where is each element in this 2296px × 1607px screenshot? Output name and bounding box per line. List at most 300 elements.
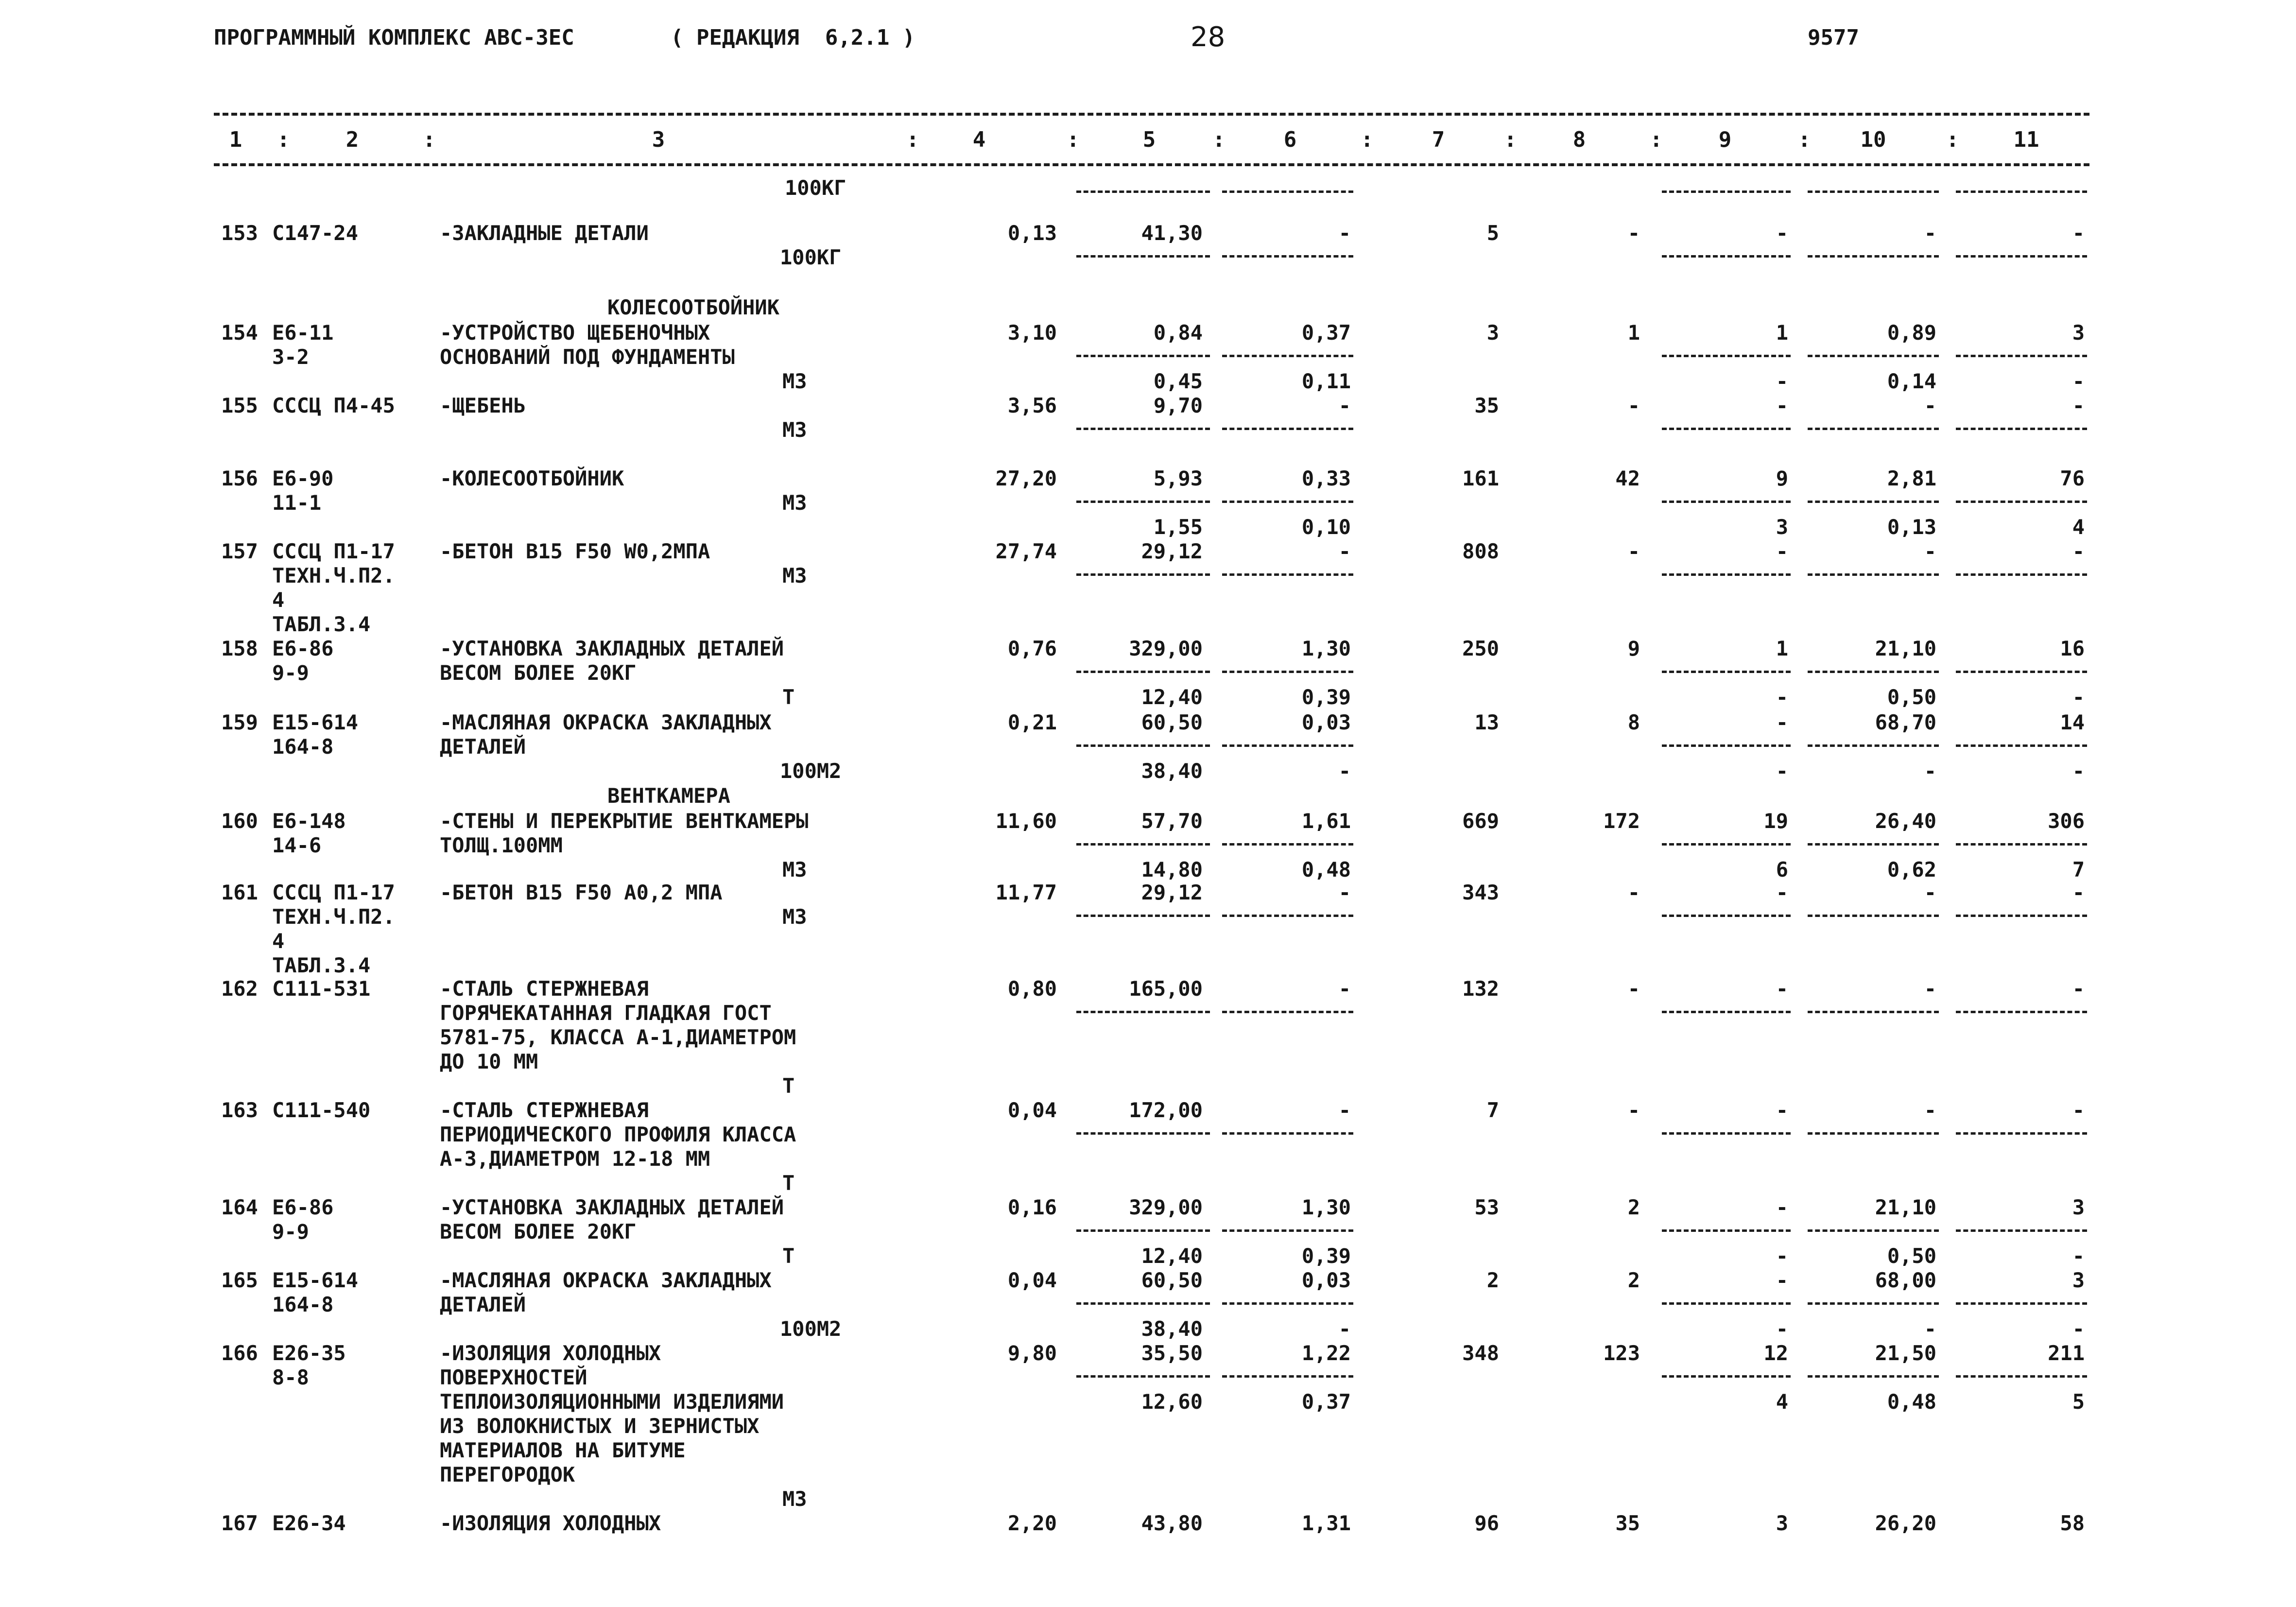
norm-code: Е6-90 (272, 467, 334, 490)
dash-separator (1076, 671, 1210, 673)
dash-separator (1222, 1302, 1353, 1305)
dash-separator (1662, 1132, 1791, 1135)
cell-c11: - (2072, 881, 2085, 904)
row-number: 166 (221, 1341, 258, 1365)
cell-c6: 0,03 (1301, 710, 1351, 734)
norm-code: Е6-148 (272, 809, 346, 833)
unit-label: Т (782, 1171, 795, 1195)
subcell-c9: 6 (1776, 858, 1788, 881)
cell-c11: 14 (2060, 710, 2085, 734)
work-description: ДЕТАЛЕЙ (440, 735, 526, 759)
row-number: 162 (221, 977, 258, 1001)
cell-c5: 5,93 (1153, 467, 1203, 490)
norm-code: 3-2 (272, 345, 309, 369)
cell-c5: 165,00 (1129, 977, 1203, 1001)
subcell-c5: 14,80 (1141, 858, 1203, 881)
cell-c9: 19 (1763, 809, 1788, 833)
work-description: -ИЗОЛЯЦИЯ ХОЛОДНЫХ (440, 1511, 661, 1535)
work-description: ТОЛЩ.100ММ (440, 833, 563, 857)
cell-c11: 306 (2048, 809, 2085, 833)
norm-code: Е26-35 (272, 1341, 346, 1365)
unit-label: Т (782, 1074, 795, 1098)
work-description: -СТАЛЬ СТЕРЖНЕВАЯ (440, 1098, 649, 1122)
norm-code: 9-9 (272, 661, 309, 685)
cell-c11: - (2072, 394, 2085, 417)
dash-separator (1076, 915, 1210, 917)
row-number: 164 (221, 1195, 258, 1219)
norm-code: ТЕХН.Ч.П2. (272, 564, 395, 588)
norm-code: 9-9 (272, 1220, 309, 1244)
norm-code: 8-8 (272, 1365, 309, 1389)
cell-c10: - (1924, 221, 1936, 245)
dash-separator (1808, 1132, 1939, 1135)
norm-code: С111-531 (272, 977, 371, 1001)
cell-c8: 1 (1627, 321, 1640, 345)
cell-c8: 8 (1627, 710, 1640, 734)
row-number: 156 (221, 467, 258, 490)
dash-separator (1662, 255, 1791, 258)
norm-code: Е26-34 (272, 1511, 346, 1535)
dash-separator (1076, 1229, 1210, 1232)
cell-c9: 1 (1776, 321, 1788, 345)
dash-separator (1956, 573, 2087, 576)
row-number: 158 (221, 637, 258, 660)
table-header-rule (214, 163, 2089, 166)
cell-c9: 9 (1776, 467, 1788, 490)
cell-c11: 3 (2072, 1268, 2085, 1292)
cell-c6: - (1338, 1098, 1351, 1122)
cell-c8: 2 (1627, 1195, 1640, 1219)
norm-code: СССЦ П4-45 (272, 394, 395, 417)
cell-c10: 0,89 (1887, 321, 1936, 345)
cell-c10: - (1924, 1098, 1936, 1122)
subcell-c5: 0,45 (1153, 369, 1203, 393)
subcell-c9: 3 (1776, 515, 1788, 539)
work-description: -ЗАКЛАДНЫЕ ДЕТАЛИ (440, 221, 649, 245)
subcell-c11: - (2072, 1244, 2085, 1268)
cell-qty: 27,74 (995, 539, 1057, 563)
dash-separator (1222, 190, 1353, 193)
work-description: -МАСЛЯНАЯ ОКРАСКА ЗАКЛАДНЫХ (440, 1268, 772, 1292)
cell-qty: 0,80 (1007, 977, 1057, 1001)
cell-c7: 669 (1462, 809, 1499, 833)
header-program: ПРОГРАММНЫЙ КОМПЛЕКС АВС-ЗЕС (214, 25, 574, 50)
cell-c5: 329,00 (1129, 1195, 1203, 1219)
dash-separator (1808, 1229, 1939, 1232)
norm-code: 11-1 (272, 491, 322, 515)
norm-code: Е6-86 (272, 637, 334, 660)
dash-separator (1222, 843, 1353, 846)
cell-qty: 0,21 (1007, 710, 1057, 734)
dash-separator (1662, 1229, 1791, 1232)
cell-qty: 27,20 (995, 467, 1057, 490)
unit-label: М3 (782, 905, 807, 929)
dash-separator (1956, 255, 2087, 258)
dash-separator (1808, 671, 1939, 673)
cell-c11: 58 (2060, 1511, 2085, 1535)
cell-c10: 21,10 (1875, 637, 1936, 660)
subcell-c6: 0,11 (1301, 369, 1351, 393)
dash-separator (1956, 190, 2087, 193)
cell-c11: 76 (2060, 467, 2085, 490)
cell-qty: 0,16 (1007, 1195, 1057, 1219)
column-number-6: 6 (1283, 127, 1297, 152)
row-number: 154 (221, 321, 258, 345)
cell-c8: - (1627, 1098, 1640, 1122)
column-number-9: 9 (1718, 127, 1732, 152)
column-number-5: 5 (1142, 127, 1156, 152)
table-top-rule (214, 113, 2089, 116)
subcell-c6: - (1338, 759, 1351, 783)
unit-label: 100КГ (785, 176, 846, 200)
work-description: ОСНОВАНИЙ ПОД ФУНДАМЕНТЫ (440, 345, 735, 369)
work-description: -СТЕНЫ И ПЕРЕКРЫТИЕ ВЕНТКАМЕРЫ (440, 809, 809, 833)
cell-c8: 123 (1603, 1341, 1640, 1365)
dash-separator (1808, 915, 1939, 917)
dash-separator (1808, 744, 1939, 747)
subcell-c10: 0,50 (1887, 1244, 1936, 1268)
subcell-c5: 12,40 (1141, 685, 1203, 709)
dash-separator (1808, 843, 1939, 846)
dash-separator (1956, 671, 2087, 673)
row-number: 155 (221, 394, 258, 417)
norm-code: ТАБЛ.3.4 (272, 953, 371, 977)
unit-label: М3 (782, 369, 807, 393)
cell-c5: 9,70 (1153, 394, 1203, 417)
norm-code: Е15-614 (272, 1268, 359, 1292)
norm-code: 164-8 (272, 735, 334, 759)
section-title: КОЛЕСООТБОЙНИК (607, 295, 780, 319)
cell-c9: - (1776, 710, 1788, 734)
cell-c7: 7 (1486, 1098, 1499, 1122)
subcell-c9: 4 (1776, 1390, 1788, 1414)
dash-separator (1808, 355, 1939, 357)
subcell-c9: - (1776, 1244, 1788, 1268)
norm-code: СССЦ П1-17 (272, 539, 395, 563)
column-number-7: 7 (1432, 127, 1445, 152)
dash-separator (1956, 1132, 2087, 1135)
subcell-c10: 0,50 (1887, 685, 1936, 709)
column-separator: : (906, 127, 919, 152)
dash-separator (1076, 355, 1210, 357)
dash-separator (1222, 1132, 1353, 1135)
norm-code: 164-8 (272, 1293, 334, 1316)
cell-c6: - (1338, 539, 1351, 563)
cell-c7: 343 (1462, 881, 1499, 904)
cell-c7: 2 (1486, 1268, 1499, 1292)
cell-qty: 2,20 (1007, 1511, 1057, 1535)
column-separator: : (423, 127, 436, 152)
work-description: А-3,ДИАМЕТРОМ 12-18 ММ (440, 1147, 710, 1171)
cell-c10: 26,40 (1875, 809, 1936, 833)
subcell-c6: 0,39 (1301, 685, 1351, 709)
cell-c11: 16 (2060, 637, 2085, 660)
cell-c10: - (1924, 394, 1936, 417)
dash-separator (1222, 671, 1353, 673)
norm-code: 14-6 (272, 833, 322, 857)
subcell-c11: 5 (2072, 1390, 2085, 1414)
cell-c6: 1,30 (1301, 637, 1351, 660)
subcell-c11: - (2072, 1317, 2085, 1341)
cell-c6: 1,22 (1301, 1341, 1351, 1365)
norm-code: ТЕХН.Ч.П2. (272, 905, 395, 929)
cell-c11: - (2072, 1098, 2085, 1122)
column-separator: : (1798, 127, 1811, 152)
row-number: 167 (221, 1511, 258, 1535)
subcell-c10: - (1924, 759, 1936, 783)
cell-qty: 11,77 (995, 881, 1057, 904)
cell-c6: 0,33 (1301, 467, 1351, 490)
cell-c6: - (1338, 394, 1351, 417)
work-description: -МАСЛЯНАЯ ОКРАСКА ЗАКЛАДНЫХ (440, 710, 772, 734)
norm-code: Е6-11 (272, 321, 334, 345)
cell-qty: 3,10 (1007, 321, 1057, 345)
subcell-c5: 38,40 (1141, 1317, 1203, 1341)
work-description: ДЕТАЛЕЙ (440, 1293, 526, 1316)
cell-c5: 60,50 (1141, 1268, 1203, 1292)
norm-code: С111-540 (272, 1098, 371, 1122)
work-description: 5781-75, КЛАССА А-1,ДИАМЕТРОМ (440, 1025, 796, 1049)
work-description: ДО 10 ММ (440, 1050, 538, 1073)
work-description: ПОВЕРХНОСТЕЙ (440, 1365, 587, 1389)
column-separator: : (1504, 127, 1517, 152)
cell-c6: 1,61 (1301, 809, 1351, 833)
column-separator: : (1361, 127, 1374, 152)
dash-separator (1076, 1011, 1210, 1013)
unit-label: М3 (782, 564, 807, 588)
cell-c10: 68,00 (1875, 1268, 1936, 1292)
dash-separator (1662, 1011, 1791, 1013)
row-number: 153 (221, 221, 258, 245)
work-description: МАТЕРИАЛОВ НА БИТУМЕ (440, 1438, 686, 1462)
dash-separator (1222, 915, 1353, 917)
dash-separator (1662, 744, 1791, 747)
cell-c7: 5 (1486, 221, 1499, 245)
norm-code: 4 (272, 929, 285, 953)
cell-c9: - (1776, 539, 1788, 563)
cell-c11: - (2072, 221, 2085, 245)
cell-c10: 68,70 (1875, 710, 1936, 734)
cell-c8: - (1627, 539, 1640, 563)
row-number: 161 (221, 881, 258, 904)
cell-c7: 132 (1462, 977, 1499, 1001)
work-description: -ЩЕБЕНЬ (440, 394, 526, 417)
cell-qty: 9,80 (1007, 1341, 1057, 1365)
cell-c7: 161 (1462, 467, 1499, 490)
cell-c9: - (1776, 881, 1788, 904)
dash-separator (1076, 843, 1210, 846)
cell-c10: 26,20 (1875, 1511, 1936, 1535)
dash-separator (1222, 1011, 1353, 1013)
cell-c9: 3 (1776, 1511, 1788, 1535)
subcell-c5: 12,40 (1141, 1244, 1203, 1268)
cell-qty: 0,13 (1007, 221, 1057, 245)
cell-c7: 348 (1462, 1341, 1499, 1365)
dash-separator (1808, 255, 1939, 258)
unit-label: М3 (782, 858, 807, 881)
cell-c7: 53 (1474, 1195, 1499, 1219)
cell-c10: - (1924, 539, 1936, 563)
unit-label: М3 (782, 491, 807, 515)
unit-label: 100М2 (780, 759, 842, 783)
subcell-c10: 0,14 (1887, 369, 1936, 393)
cell-c8: 172 (1603, 809, 1640, 833)
cell-c11: 3 (2072, 1195, 2085, 1219)
subcell-c10: 0,62 (1887, 858, 1936, 881)
work-description: ГОРЯЧЕКАТАННАЯ ГЛАДКАЯ ГОСТ (440, 1001, 772, 1025)
cell-c11: 3 (2072, 321, 2085, 345)
dash-separator (1222, 428, 1353, 430)
cell-c7: 808 (1462, 539, 1499, 563)
dash-separator (1222, 501, 1353, 503)
unit-label: 100КГ (780, 245, 842, 269)
cell-c9: - (1776, 221, 1788, 245)
dash-separator (1956, 428, 2087, 430)
cell-c6: - (1338, 221, 1351, 245)
norm-code: С147-24 (272, 221, 359, 245)
row-number: 157 (221, 539, 258, 563)
cell-qty: 0,04 (1007, 1268, 1057, 1292)
cell-c6: 1,30 (1301, 1195, 1351, 1219)
subcell-c6: 0,48 (1301, 858, 1351, 881)
cell-c8: 35 (1615, 1511, 1640, 1535)
dash-separator (1076, 190, 1210, 193)
dash-separator (1076, 1302, 1210, 1305)
dash-separator (1662, 915, 1791, 917)
cell-c8: 2 (1627, 1268, 1640, 1292)
dash-separator (1662, 843, 1791, 846)
dash-separator (1076, 255, 1210, 258)
subcell-c9: - (1776, 369, 1788, 393)
row-number: 159 (221, 710, 258, 734)
cell-c7: 250 (1462, 637, 1499, 660)
cell-c10: 2,81 (1887, 467, 1936, 490)
section-title: ВЕНТКАМЕРА (607, 784, 730, 808)
cell-c5: 35,50 (1141, 1341, 1203, 1365)
cell-c9: 1 (1776, 637, 1788, 660)
work-description: ПЕРИОДИЧЕСКОГО ПРОФИЛЯ КЛАССА (440, 1123, 796, 1146)
dash-separator (1662, 1302, 1791, 1305)
cell-c11: - (2072, 539, 2085, 563)
unit-label: Т (782, 685, 795, 709)
work-description: ВЕСОМ БОЛЕЕ 20КГ (440, 1220, 637, 1244)
cell-c5: 41,30 (1141, 221, 1203, 245)
dash-separator (1956, 744, 2087, 747)
subcell-c9: - (1776, 1317, 1788, 1341)
subcell-c5: 12,60 (1141, 1390, 1203, 1414)
cell-c9: - (1776, 1195, 1788, 1219)
norm-code: СССЦ П1-17 (272, 881, 395, 904)
subcell-c6: 0,37 (1301, 1390, 1351, 1414)
norm-code: Е6-86 (272, 1195, 334, 1219)
subcell-c9: - (1776, 759, 1788, 783)
row-number: 165 (221, 1268, 258, 1292)
cell-c9: - (1776, 977, 1788, 1001)
column-separator: : (1946, 127, 1959, 152)
unit-label: М3 (782, 418, 807, 442)
work-description: -СТАЛЬ СТЕРЖНЕВАЯ (440, 977, 649, 1001)
cell-c5: 172,00 (1129, 1098, 1203, 1122)
column-number-10: 10 (1860, 127, 1886, 152)
dash-separator (1808, 501, 1939, 503)
cell-c11: 211 (2048, 1341, 2085, 1365)
dash-separator (1956, 1302, 2087, 1305)
dash-separator (1662, 1375, 1791, 1378)
dash-separator (1808, 1011, 1939, 1013)
column-number-3: 3 (652, 127, 665, 152)
work-description: -УСТРОЙСТВО ЩЕБЕНОЧНЫХ (440, 321, 710, 345)
subcell-c5: 1,55 (1153, 515, 1203, 539)
cell-c7: 3 (1486, 321, 1499, 345)
cell-c6: - (1338, 977, 1351, 1001)
cell-c5: 60,50 (1141, 710, 1203, 734)
norm-code: Е15-614 (272, 710, 359, 734)
dash-separator (1076, 1375, 1210, 1378)
cell-c6: - (1338, 881, 1351, 904)
dash-separator (1222, 355, 1353, 357)
dash-separator (1076, 1132, 1210, 1135)
unit-label: Т (782, 1244, 795, 1268)
work-description: -БЕТОН В15 F50 А0,2 МПА (440, 881, 723, 904)
work-description: ВЕСОМ БОЛЕЕ 20КГ (440, 661, 637, 685)
cell-c8: - (1627, 394, 1640, 417)
cell-c10: 21,50 (1875, 1341, 1936, 1365)
column-number-2: 2 (345, 127, 359, 152)
dash-separator (1222, 1229, 1353, 1232)
cell-c6: 0,03 (1301, 1268, 1351, 1292)
dash-separator (1662, 428, 1791, 430)
dash-separator (1076, 573, 1210, 576)
norm-code: 4 (272, 588, 285, 612)
cell-c10: - (1924, 977, 1936, 1001)
dash-separator (1662, 190, 1791, 193)
work-description: -ИЗОЛЯЦИЯ ХОЛОДНЫХ (440, 1341, 661, 1365)
cell-c7: 35 (1474, 394, 1499, 417)
subcell-c11: - (2072, 759, 2085, 783)
cell-c5: 329,00 (1129, 637, 1203, 660)
dash-separator (1222, 744, 1353, 747)
dash-separator (1808, 428, 1939, 430)
cell-c10: - (1924, 881, 1936, 904)
work-description: ИЗ ВОЛОКНИСТЫХ И ЗЕРНИСТЫХ (440, 1414, 760, 1438)
subcell-c10: 0,48 (1887, 1390, 1936, 1414)
work-description: -КОЛЕСООТБОЙНИК (440, 467, 624, 490)
dash-separator (1662, 573, 1791, 576)
cell-c5: 29,12 (1141, 539, 1203, 563)
dash-separator (1076, 428, 1210, 430)
subcell-c6: 0,39 (1301, 1244, 1351, 1268)
dash-separator (1956, 915, 2087, 917)
column-separator: : (1067, 127, 1080, 152)
row-number: 163 (221, 1098, 258, 1122)
dash-separator (1956, 1375, 2087, 1378)
cell-c11: - (2072, 977, 2085, 1001)
dash-separator (1808, 573, 1939, 576)
column-separator: : (1650, 127, 1663, 152)
unit-label: 100М2 (780, 1317, 842, 1341)
cell-c7: 96 (1474, 1511, 1499, 1535)
document-number: 9577 (1808, 25, 1859, 50)
work-description: -УСТАНОВКА ЗАКЛАДНЫХ ДЕТАЛЕЙ (440, 637, 784, 660)
work-description: -УСТАНОВКА ЗАКЛАДНЫХ ДЕТАЛЕЙ (440, 1195, 784, 1219)
dash-separator (1076, 501, 1210, 503)
dash-separator (1222, 255, 1353, 258)
cell-qty: 3,56 (1007, 394, 1057, 417)
dash-separator (1662, 501, 1791, 503)
dash-separator (1222, 573, 1353, 576)
column-number-8: 8 (1572, 127, 1586, 152)
cell-c6: 0,37 (1301, 321, 1351, 345)
